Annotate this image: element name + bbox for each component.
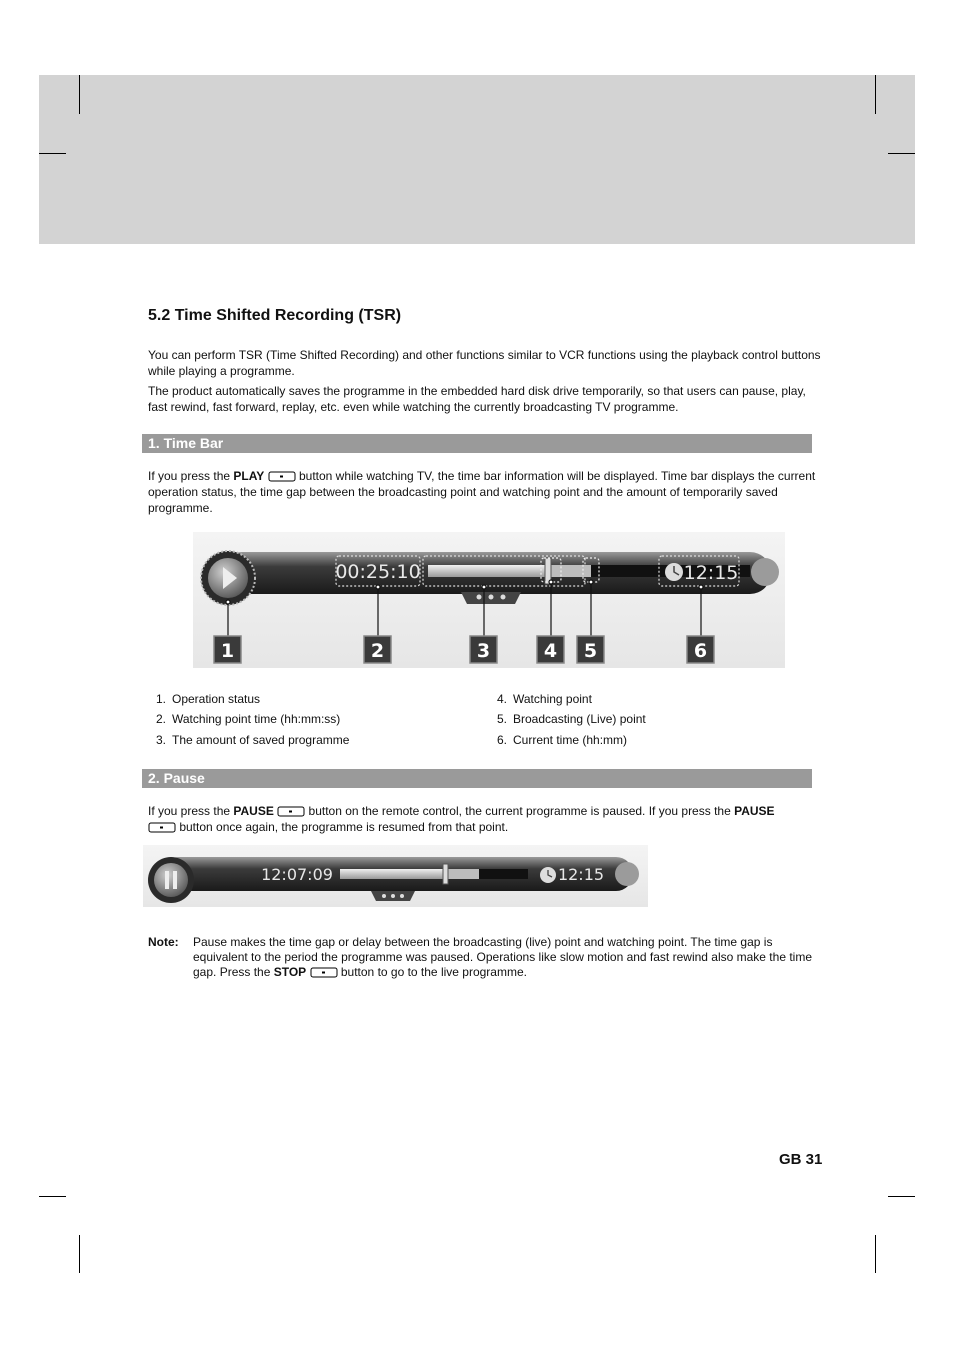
legend-item-2: 2. Watching point time (hh:mm:ss) [155,712,341,726]
callout-6 [687,636,714,663]
time-bar-paragraph [148,468,833,516]
time-bar-text-before: If you press the [148,469,234,483]
crop-mark [875,75,876,114]
page-number: GB 31 [779,1151,823,1168]
legend-item-1: 1. Operation status [155,692,261,706]
time-bar-text-after: button while watching TV, the time bar information will be displayed. Time bar displays the current operation status, the time gap between the broadcasting point and watching point and the amount of temporarily saved programme. [148,469,816,515]
intro-paragraph-1: You can perform TSR (Time Shifted Recording) and other functions similar to VCR functions using the playback control buttons while playing a programme. [148,348,821,378]
callout-5 [577,636,604,663]
time-bar-osd-illustration [193,532,785,668]
callout-1 [214,636,241,663]
callout-3 [470,636,497,663]
osd-watching-time: 00:25:10 [335,561,421,583]
legend-item-3: 3. The amount of saved programme [155,733,350,747]
svg-text:4: 4 [543,640,558,662]
legend-item-6: 6. Current time (hh:mm) [496,733,628,747]
svg-text:5: 5 [583,640,598,662]
pause-paragraph: If you press the PAUSE button on the remote control, the current programme is paused. If you press the PAUSE button once again, the programme is resumed from that point. [148,804,775,834]
stop-key-label: STOP [273,965,307,979]
pause-osd-time: 12:07:09 [261,865,333,884]
callout-2 [364,636,391,663]
play-button-icon [268,471,296,482]
legend-item-5: 5. Broadcasting (Live) point [496,712,646,726]
note-text: Pause makes the time gap or delay between the broadcasting (live) point and watching point. The time gap is equivalent to the period the programme was paused. Operations like slow motion and fast rewind also make the time gap. Press the STOP button to go to the live programme. [193,935,812,979]
time-bar-heading: 1. Time Bar [148,435,224,451]
play-key-label: PLAY [233,469,265,483]
legend-item-4: 4. Watching point [496,692,592,706]
intro-paragraph-2: The product automatically saves the programme in the embedded hard disk drive temporarily, so that users can pause, play, fast rewind, fast forward, replay, etc. even while watching the currently broadcasting TV programme. [148,384,806,414]
time-bar-heading-bar [142,434,812,453]
svg-text:2: 2 [370,640,385,662]
pause-key-label: PAUSE [233,804,274,818]
pause-heading: 2. Pause [148,770,205,786]
pause-osd-clock: 12:15 [557,865,605,884]
osd-current-time: 12:15 [683,562,739,584]
pause-heading-bar [142,769,812,788]
svg-text:6: 6 [693,640,708,662]
pause-button-icon [148,822,176,833]
crop-mark [79,75,80,114]
pause-button-icon [277,806,305,817]
stop-button-icon [310,967,338,978]
pause-osd-illustration [143,845,648,907]
header-band [39,75,915,244]
svg-text:1: 1 [220,640,235,662]
pause-key-label: PAUSE [734,804,775,818]
crop-mark [39,1196,66,1197]
callout-4 [537,636,564,663]
crop-mark [875,1235,876,1273]
note-label: Note: [148,935,179,949]
crop-mark [39,153,66,154]
section-title: 5.2 Time Shifted Recording (TSR) [148,307,402,324]
svg-text:3: 3 [476,640,491,662]
crop-mark [79,1235,80,1273]
crop-mark [888,1196,915,1197]
crop-mark [888,153,915,154]
